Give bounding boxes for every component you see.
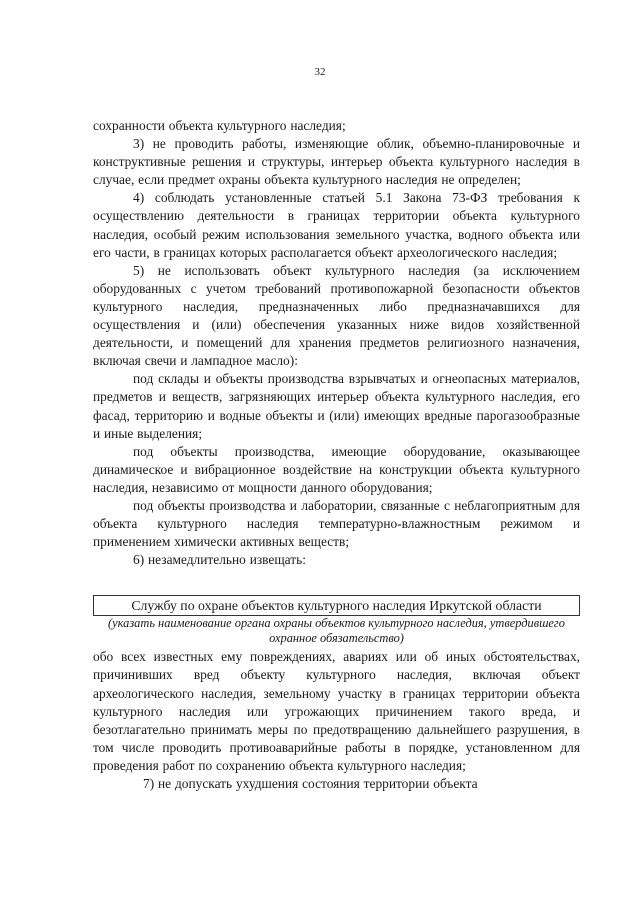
paragraph-item-4: 4) соблюдать установленные статьей 5.1 Закона 73-ФЗ требования к осуществлению деятельности в границах территории объекта культурного наследия, особый режим использования земельного участка, водного объекта или его части, в границах которых располагается объект археологического наследия; (93, 190, 580, 260)
authority-name-box: Службу по охране объектов культурного наследия Иркутской области (93, 595, 580, 616)
paragraph-laboratories: под объекты производства и лаборатории, связанные с неблагоприятным для объекта культурного наследия температурно-влажностным режимом и применением химически активных веществ; (93, 497, 580, 550)
paragraph-item-3: 3) не проводить работы, изменяющие облик, объемно-планировочные и конструктивные решения и структуры, интерьер объекта культурного наследия в случае, если предмет охраны объекта культурного наследия не определен; (93, 136, 580, 188)
page-number: 32 (314, 66, 326, 78)
paragraph-item-7: 7) не допускать ухудшения состояния территории объекта (143, 776, 478, 791)
paragraph-notification: обо всех известных ему повреждениях, авариях или об иных обстоятельствах, причинивших вред объекту культурного наследия, включая объект археологического наследия, земельному участку в границах территории объекта культурного наследия или угрожающих причинением такого вреда, и безотлагательно принимать меры по предотвращению дальнейшего разрушения, в том числе проводить противоаварийные работы в порядке, установленном для проведения работ по сохранению объекта культурного наследия; (93, 649, 580, 773)
paragraph-item-5: 5) не использовать объект культурного наследия (за исключением оборудованных с учетом требований противопожарной безопасности объектов культурного наследия, предназначенных либо предназначавшихся для осуществления и (или) обеспечения указанных ниже видов хозяйственной деятельности, и помещений для хранения предметов религиозного назначения, включая свечи и лампадное масло): (93, 262, 580, 369)
document-body (93, 117, 580, 793)
paragraph-continuation: сохранности объекта культурного наследия; (93, 118, 346, 133)
paragraph-production-equipment: под объекты производства, имеющие оборудование, оказывающее динамическое и вибрационное воздействие на конструкции объекта культурного наследия, независимо от мощности данного оборудования; (93, 443, 580, 495)
paragraph-warehouses: под склады и объекты производства взрывчатых и огнеопасных материалов, предметов и веществ, загрязняющих интерьер объекта культурного наследия, его фасад, территорию и водные объекты и (или) имеющих вредные парогазообразные и иные выделения; (93, 371, 580, 441)
paragraph-item-6: 6) незамедлительно извещать: (133, 552, 306, 568)
authority-caption: (указать наименование органа охраны объектов культурного наследия, утвердившего охранное обязательство) (108, 616, 565, 645)
